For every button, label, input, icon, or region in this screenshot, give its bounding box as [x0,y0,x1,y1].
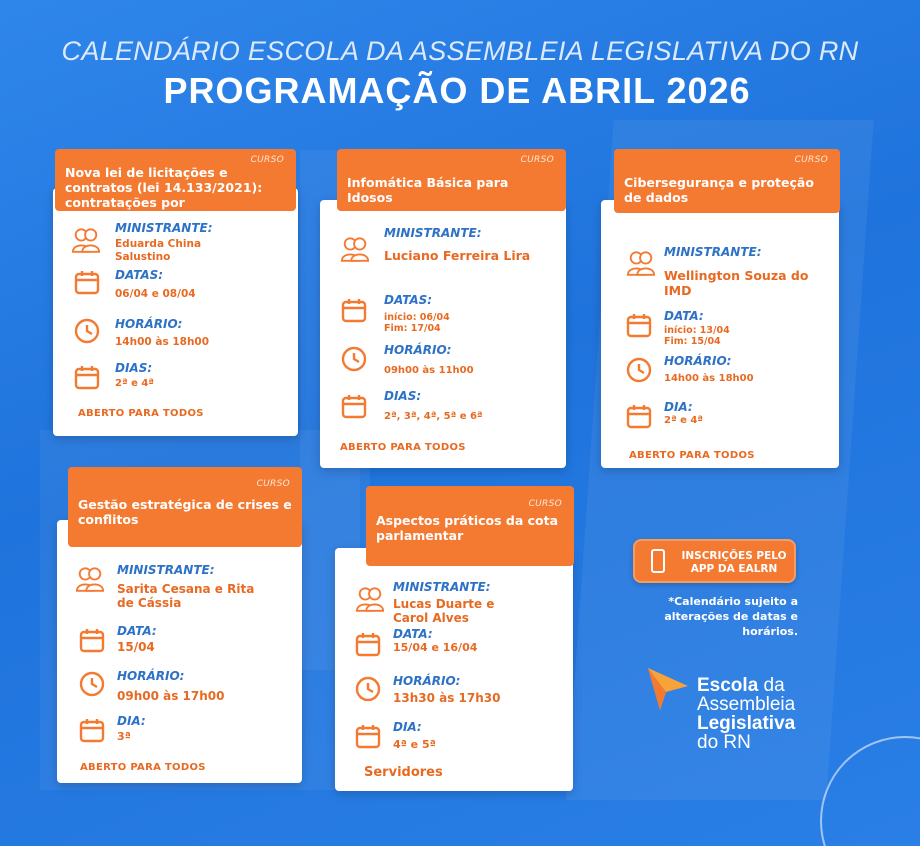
institution-logo [697,676,795,752]
calendar-icon [626,312,652,338]
days-label: DIA: [664,400,693,414]
time-value: 14h00 às 18h00 [664,373,754,384]
days-value: 2ª e 4ª [664,415,703,426]
instructor-name: Eduarda China Salustino [115,238,202,263]
course-tag: CURSO [528,499,562,509]
people-icon [626,250,656,277]
clock-icon [74,318,100,344]
course-card-header [55,149,296,225]
course-title: Cibersegurança e proteção de dados [624,175,814,205]
instructor-name: Sarita Cesana e Rita de Cássia [117,582,255,610]
time-value: 14h00 às 18h00 [115,336,210,348]
clock-icon [355,676,381,702]
dates-label: DATAS: [115,268,164,282]
clock-icon [626,357,652,383]
calendar-icon [74,364,100,390]
calendar-icon [79,627,105,653]
logo-line4: do RN [697,732,751,753]
days-label: DIA: [117,714,146,728]
dates-value: 06/04 e 08/04 [115,288,196,300]
dates-value: início: 13/04 Fim: 15/04 [664,325,730,347]
people-icon [340,236,370,263]
calendar-icon [74,269,100,295]
days-value: 4ª e 5ª [393,738,436,751]
phone-icon [651,549,665,573]
time-label: HORÁRIO: [393,674,461,688]
people-icon [71,227,101,254]
days-label: DIA: [393,720,422,734]
clock-icon [79,671,105,697]
calendar-icon [355,631,381,657]
page-title: PROGRAMAÇÃO DE ABRIL 2026 [163,70,751,111]
dates-label: DATA: [393,627,433,641]
instructor-label: MINISTRANTE: [384,226,482,240]
instructor-name: Lucas Duarte e Carol Alves [393,597,495,625]
logo-line1-bold: Escola [697,675,759,696]
audience-label: ABERTO PARA TODOS [629,450,755,461]
course-title: Infomática Básica para Idosos [347,175,509,205]
course-tag: CURSO [794,155,828,165]
dates-value: 15/04 [117,640,155,654]
calendar-icon [626,403,652,429]
course-card-header [337,149,566,211]
instructor-name: Wellington Souza do IMD [664,268,809,298]
days-value: 2ª, 3ª, 4ª, 5ª e 6ª [384,411,483,422]
time-value: 09h00 às 11h00 [384,365,474,376]
course-card-header [366,486,574,566]
instructor-label: MINISTRANTE: [664,245,762,259]
signup-app-button[interactable] [633,539,796,583]
course-card-header [68,467,302,547]
dates-label: DATAS: [384,293,433,307]
dates-value: 15/04 e 16/04 [393,641,478,654]
course-card-header [614,149,840,213]
logo-arrow-icon [646,664,690,712]
instructor-name: Luciano Ferreira Lira [384,248,531,263]
dates-label: DATA: [664,309,704,323]
time-label: HORÁRIO: [384,343,452,357]
audience-label: ABERTO PARA TODOS [78,408,204,419]
people-icon [355,586,385,613]
audience-label: ABERTO PARA TODOS [80,762,206,773]
instructor-label: MINISTRANTE: [117,563,215,577]
days-value: 2ª e 4ª [115,378,154,389]
dates-value: início: 06/04 Fim: 17/04 [384,312,450,334]
calendar-subtitle: CALENDÁRIO ESCOLA DA ASSEMBLEIA LEGISLATIVA DO RN [61,36,859,66]
instructor-label: MINISTRANTE: [393,580,491,594]
background-arc [820,736,920,846]
time-label: HORÁRIO: [664,354,732,368]
course-title: Nova lei de licitações e contratos (lei 14.133/2021): contratações por inexigibilidade [65,165,263,225]
people-icon [75,566,105,593]
days-label: DIAS: [115,361,153,375]
course-tag: CURSO [520,155,554,165]
course-title: Gestão estratégica de crises e conflitos [78,497,292,527]
clock-icon [341,346,367,372]
course-title: Aspectos práticos da cota parlamentar [376,513,559,543]
time-label: HORÁRIO: [115,317,183,331]
instructor-label: MINISTRANTE: [115,221,213,235]
audience-label: Servidores [364,765,443,780]
days-value: 3ª [117,730,131,743]
calendar-icon [79,717,105,743]
time-value: 13h30 às 17h30 [393,691,501,705]
time-label: HORÁRIO: [117,669,185,683]
time-value: 09h00 às 17h00 [117,689,225,703]
calendar-icon [341,393,367,419]
logo-line3: Legislativa [697,713,796,734]
calendar-icon [341,297,367,323]
logo-line2: Assembleia [697,694,796,715]
dates-label: DATA: [117,624,157,638]
logo-line1-rest: da [758,675,785,696]
audience-label: ABERTO PARA TODOS [340,442,466,453]
course-tag: CURSO [250,155,284,165]
days-label: DIAS: [384,389,422,403]
course-tag: CURSO [256,479,290,489]
calendar-icon [355,723,381,749]
signup-app-label: INSCRIÇÕES PELO APP DA EALRN [681,550,787,575]
schedule-disclaimer: *Calendário sujeito a alterações de datas e horários. [664,595,798,638]
